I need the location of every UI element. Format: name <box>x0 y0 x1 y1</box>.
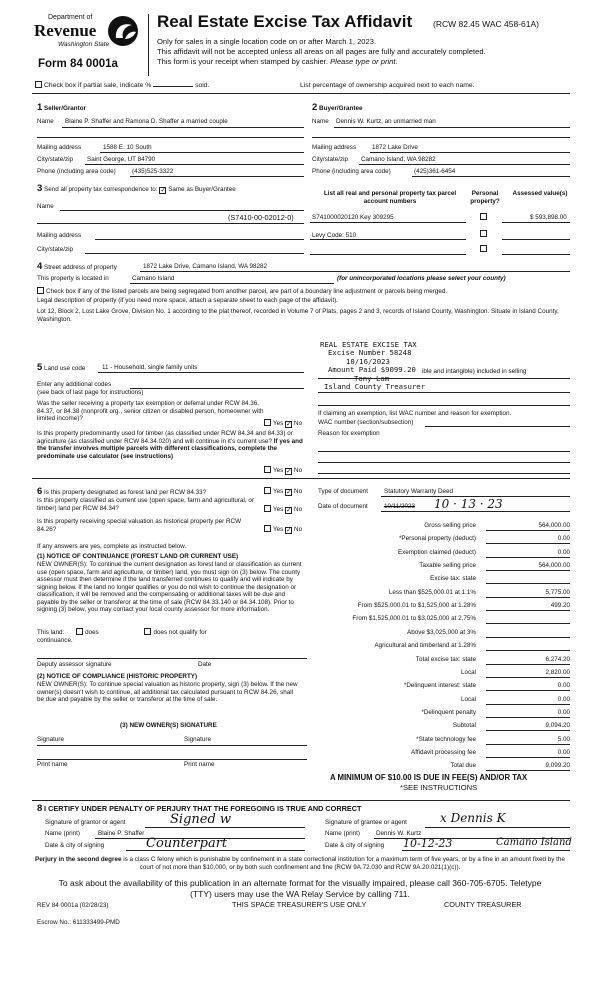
header-line3: This form is your receipt when stamped by cashier. Please type or print. <box>157 57 398 66</box>
grantor-signature-label: Signature of grantor or agent <box>45 819 126 826</box>
tax-row-label: Excise tax: state <box>430 575 476 582</box>
notice-compliance-text: NEW OWNER(S): To continue special valuation as historic property, sign (3) below. If the new owner(s) doesn't wish to continue, all additional tax calculated pursuant to RCW 84.26, shall be due and payable by the seller or transferor at the time of sale. <box>37 681 298 704</box>
tax-row-value[interactable]: 6,274.20 <box>545 656 570 663</box>
notice-compliance-title: (2) NOTICE OF COMPLIANCE (HISTORIC PROPERTY) <box>37 673 198 680</box>
historical-answer: Yes ✓ No <box>264 525 302 534</box>
field-line <box>318 392 570 393</box>
seller-city-field[interactable]: Saint George, UT 84790 <box>87 156 156 163</box>
tax-row-label: Affidavit processing fee <box>411 749 476 756</box>
notice-continuance-title: (1) NOTICE OF CONTINUANCE (FOREST LAND OR CURRENT USE) <box>37 553 239 560</box>
buyer-address-label: Mailing address <box>312 144 357 151</box>
tax-row-label: From $525,000.01 to $1,525,000 at 1.28% <box>357 602 476 609</box>
seller-phone-field[interactable]: (435)525-3322 <box>132 168 174 175</box>
minimum-due-note: A MINIMUM OF $10.00 IS DUE IN FEE(S) AND/OR TAX <box>330 773 528 782</box>
deputy-assessor-signature-label: Deputy assessor signature <box>37 661 112 668</box>
grantor-signature[interactable]: Signed w <box>170 812 232 827</box>
legal-description-label: Legal description of property (if you need more space, attach a separate sheet to each page of the affidavit). <box>37 297 338 304</box>
tax-row-value[interactable]: 9,099.20 <box>545 762 570 769</box>
dept-line3: Washington State <box>58 41 110 48</box>
q6a-no-checkbox[interactable] <box>285 489 292 496</box>
personal-property-included-text: ible and intangible) included in selling <box>422 368 527 375</box>
q6a-yes-checkbox[interactable] <box>264 487 271 494</box>
document-date-struck: 10/11/2023 <box>384 503 416 510</box>
tax-row-value[interactable]: 5.00 <box>557 736 570 743</box>
exemption-deferral-question: Was the seller receiving a property tax exemption or deferral under RCW 84.36, 84.37, or 84.38 (nonprofit org., senior citizen or disabled person, homeowner with limited income)? <box>37 400 264 423</box>
field-line <box>412 176 570 177</box>
see-back-note: (see back of last page for instructions) <box>37 389 144 396</box>
tax-row-value[interactable]: 0.00 <box>557 696 570 703</box>
stamp-line5: Tony Lam <box>354 373 390 383</box>
q6c-no-checkbox[interactable] <box>285 527 292 534</box>
tax-row-value[interactable]: 564,000.00 <box>538 522 570 529</box>
field-line <box>85 253 304 254</box>
field-line <box>318 405 570 406</box>
seller-title: 1 Seller/Grantor <box>37 102 87 113</box>
tax-row-value[interactable]: 5,775.00 <box>545 589 570 596</box>
deputy-date-label: Date <box>198 661 212 668</box>
seller-address-field[interactable]: 1588 E. 10 South <box>103 144 152 151</box>
buyer-phone-field[interactable]: (425)361-6454 <box>414 168 456 175</box>
grantor-date-city-field[interactable]: Counterpart <box>146 836 228 851</box>
correspondence-name-label: Name <box>37 203 54 210</box>
field-line <box>502 239 570 240</box>
tax-row-value[interactable]: 0.00 <box>557 549 570 556</box>
buyer-name-field[interactable]: Dennis W. Kurtz, an unmarried man <box>336 118 436 125</box>
document-date-label: Date of document <box>318 503 368 510</box>
field-line <box>62 127 304 128</box>
tax-row-value[interactable]: 2,820.00 <box>545 669 570 676</box>
header-line1: Only for sales in a single location code on or after March 1, 2023. <box>157 37 377 46</box>
document-type-field[interactable]: Statutory Warranty Deed <box>384 488 454 495</box>
divider <box>32 478 570 479</box>
land-use-label: 5 Land use code <box>37 362 86 373</box>
field-line <box>318 451 570 452</box>
partial-sale-row: Check box if partial sale, indicate % sold. <box>35 81 209 90</box>
grantor-name-label: Name (print) <box>45 830 80 837</box>
correspondence-label: 3 Send all property tax correspondence to: ✓ Same as Buyer/Grantee <box>37 183 236 194</box>
document-type-label: Type of document <box>318 488 369 495</box>
tax-row-value[interactable]: 564,000.00 <box>538 562 570 569</box>
field-line <box>310 254 466 255</box>
field-line <box>318 473 570 474</box>
correspondence-mailing-label: Mailing address <box>37 232 82 239</box>
field-line <box>425 827 570 828</box>
field-line <box>85 164 304 165</box>
field-line <box>502 254 570 255</box>
field-line <box>486 623 570 624</box>
buyer-phone-label: Phone (including area code) <box>312 168 391 175</box>
land-does-checkbox[interactable] <box>76 628 83 635</box>
seller-address-label: Mailing address <box>37 144 82 151</box>
tax-row-label: *Delinquent penalty <box>421 709 476 716</box>
field-line <box>98 372 304 373</box>
continuance-word: continuance. <box>37 637 73 644</box>
tax-row-value[interactable]: 0.00 <box>557 749 570 756</box>
tax-row-value[interactable]: 9,094.20 <box>545 722 570 729</box>
dor-logo-icon <box>106 14 140 48</box>
seller-city-label: City/state/zip <box>37 156 74 163</box>
field-line <box>486 730 570 731</box>
buyer-title: 2 Buyer/Grantee <box>312 102 363 113</box>
field-line <box>486 610 570 611</box>
timber-question: Is this property predominantly used for timber (as classified under RCW 84.34 and 84.33) or agriculture (as classified under RCW 84.34.020) and will continue in it's current use? If yes and the transfer involves multiple parcels with different classifications, complete the predominate use calculator (see instructions) <box>37 430 303 460</box>
header-line2: This affidavit will not be accepted unless all areas on all pages are fully and accurately completed. <box>157 47 486 56</box>
field-line <box>486 637 570 638</box>
assessed-value-1[interactable]: $ 593,898.00 <box>530 214 567 221</box>
grantee-name-label: Name (print) <box>325 830 360 837</box>
grantee-date-field[interactable]: 10-12-23 <box>403 837 453 850</box>
dept-line1: Department of <box>48 14 93 21</box>
ownership-note: List percentage of ownership acquired next to each name. <box>300 82 475 89</box>
field-line <box>130 283 334 284</box>
tax-row-label: *State technology fee <box>416 736 476 743</box>
field-line <box>486 770 570 771</box>
q5b-yes-checkbox[interactable] <box>264 466 271 473</box>
field-line <box>486 583 570 584</box>
stamp-line2: Excise Number 58248 <box>328 348 412 358</box>
tax-row-label: From $1,525,000.01 to $3,025,000 at 2.75% <box>352 615 476 622</box>
certify-title: 8 I CERTIFY UNDER PENALTY OF PERJURY THAT THE FOREGOING IS TRUE AND CORRECT <box>37 803 362 814</box>
field-line <box>37 137 304 138</box>
field-line <box>486 704 570 705</box>
grantor-date-city-label: Date & city of signing <box>45 842 105 849</box>
seller-name-field[interactable]: Blaine P. Shaffer and Ramona D. Shaffer a married couple <box>65 118 228 125</box>
field-line <box>381 511 570 512</box>
field-line <box>486 664 570 665</box>
stamp-line3: 10/16/2023 <box>346 356 390 366</box>
owner-signature-label-1: Signature <box>37 736 64 743</box>
tax-row-label: Above $3,025,000 at 3% <box>407 629 476 636</box>
parcel-number-1[interactable]: S741000020120 Key 309295 <box>312 214 394 221</box>
field-line <box>486 650 570 651</box>
tax-row-label: *Delinquent interest: state <box>403 682 476 689</box>
dept-line2: Revenue <box>34 21 97 40</box>
field-line <box>37 745 307 746</box>
header-divider <box>148 14 149 76</box>
alt-format-line2: (TTY) users may use the WA Relay Service by calling 711. <box>190 889 410 899</box>
tax-row-label: Total due <box>450 762 476 769</box>
field-line <box>402 850 570 851</box>
grantee-city-field[interactable]: Camano Island <box>496 837 572 848</box>
tax-row-value[interactable]: 0.00 <box>557 535 570 542</box>
owner-signature-label-2: Signature <box>184 736 211 743</box>
grantee-name-field[interactable]: Dennis W. Kurtz <box>376 830 422 837</box>
field-line <box>130 388 304 389</box>
field-line <box>37 223 304 224</box>
field-line <box>37 759 307 760</box>
q6b-yes-checkbox[interactable] <box>264 505 271 512</box>
unincorporated-note: (for unincorporated locations please select your county) <box>337 275 506 282</box>
field-line <box>486 530 570 531</box>
field-line <box>486 543 570 544</box>
form-title: Real Estate Excise Tax Affidavit <box>157 12 413 31</box>
field-line <box>502 222 570 223</box>
additional-codes-label: Enter any additional codes <box>37 381 112 388</box>
notice-continuance-text: NEW OWNER(S): To continue the current designation as forest land or classification as current use (open space, farm and agriculture, or timber) land, you must sign on (3) below. The county assessor must then determine if the land transferred continues to qualify and will indicate by signing below. If the land no longer qualifies or you do not wish to continue the designation or classification, it will be removed and the compensating or additional taxes will be due and payable by the seller or transferor at the time of sale (RCW 84.33.140 or 84.34.108). Prior to signing (3) below, you may contact your local county assessor for more information. <box>37 561 302 614</box>
assessed-value-header: Assessed value(s) <box>512 190 568 197</box>
tax-row-value[interactable]: 0.00 <box>557 682 570 689</box>
rcw-reference: (RCW 82.45 WAC 458-61A) <box>433 19 539 29</box>
tax-row-label: Local <box>460 669 476 676</box>
field-line <box>486 570 570 571</box>
alt-format-line1: To ask about the availability of this publication in an alternate format for the visually impaired, please call 360-705-6705. Teletype <box>58 878 542 888</box>
timber-answer: Yes ✓ No <box>264 466 302 475</box>
tax-row-label: Subtotal <box>452 722 476 729</box>
parcels-header: List all real and personal property tax parcel account numbers <box>323 190 457 205</box>
if-any-yes-note: If any answers are yes, complete as instructed below. <box>37 543 187 550</box>
located-field[interactable]: Camano Island <box>132 275 175 282</box>
field-line <box>145 827 305 828</box>
grantee-signature-label: Signature of grantee or agent <box>325 819 407 826</box>
field-line <box>486 557 570 558</box>
escrow-number: Escrow No.: 611333499-PMD <box>37 919 120 926</box>
field-line <box>95 239 304 240</box>
this-land-row: This land: does does not qualify for <box>37 629 207 636</box>
parcel-reference: (S7410-00-02012-0) <box>228 213 294 222</box>
tax-row-label: *Personal property (deduct) <box>398 535 476 542</box>
personal-property-header: Personal property? <box>470 190 500 205</box>
tax-row-label: Gross selling price <box>424 522 476 529</box>
exemption-reason-label: Reason for exemption <box>318 430 380 437</box>
buyer-city-label: City/state/zip <box>312 156 349 163</box>
partial-sale-checkbox[interactable] <box>35 81 42 88</box>
owner-print-name-label-2: Print name <box>184 761 215 768</box>
field-line <box>486 597 570 598</box>
tax-row-label: Less than $525,000.01 at 1.1% <box>388 589 476 596</box>
field-line <box>486 717 570 718</box>
see-instructions-note: *SEE INSTRUCTIONS <box>400 783 478 792</box>
tax-row-label: Exemption claimed (deduct) <box>397 549 476 556</box>
land-does-not-checkbox[interactable] <box>144 628 151 635</box>
field-line <box>126 850 305 851</box>
treasurer-use-label: THIS SPACE TREASURER'S USE ONLY <box>232 900 367 909</box>
field-line <box>318 462 570 463</box>
stamp-line1: REAL ESTATE EXCISE TAX <box>320 340 417 349</box>
perjury-notice: Perjury in the second degree is a class C felony which is punishable by confinement in a state correctional institution for a maximum term of five years, or by a fine in an amount fixed by the court of not more than $10,000, or by both such confinement and fine (RCW 9A.72.030 and RCW 9A.20.021(1)(c)). <box>35 856 565 871</box>
field-line <box>60 210 304 211</box>
personal-property-checkbox-1[interactable] <box>480 213 487 220</box>
field-line <box>359 164 570 165</box>
correspondence-city-label: City/state/zip <box>37 246 74 253</box>
field-line <box>130 176 304 177</box>
buyer-address-field[interactable]: 1872 Lake Drive <box>372 144 418 151</box>
personal-property-checkbox-3[interactable] <box>480 245 487 252</box>
field-line <box>100 152 304 153</box>
historical-question: Is this property receiving special valuation as historical property per RCW 84.26? <box>37 518 242 533</box>
personal-property-checkbox-2[interactable] <box>480 230 487 237</box>
field-line <box>310 222 466 223</box>
field-line <box>334 127 570 128</box>
located-label: This property is located in <box>37 275 109 282</box>
land-use-code-field[interactable]: 11 - Household, single family units <box>102 364 198 371</box>
segregation-row: Check box if any of the listed parcels are being segregated from another parcel, are part of a boundary line adjustment or parcels being merged. <box>37 287 447 296</box>
forest-land-question: 6 Is this property designated as forest land per RCW 84.33? <box>37 486 207 497</box>
tax-row-label: Local <box>460 696 476 703</box>
field-line <box>425 426 570 427</box>
seller-phone-label: Phone (including area code) <box>37 168 116 175</box>
segregation-checkbox[interactable] <box>37 287 44 294</box>
same-as-buyer-checkbox[interactable] <box>159 187 166 194</box>
new-owner-signature-title: (3) NEW OWNER(S) SIGNATURE <box>120 722 217 729</box>
q6b-no-checkbox[interactable] <box>285 507 292 514</box>
q5a-no-checkbox[interactable] <box>285 421 292 428</box>
q5b-no-checkbox[interactable] <box>285 468 292 475</box>
field-line <box>370 152 570 153</box>
stamp-line6: Island County Treasurer <box>324 381 426 391</box>
owner-print-name-label-1: Print name <box>37 761 68 768</box>
street-address-field[interactable]: 1872 Lake Drive, Camano Island, WA 98282 <box>143 263 268 270</box>
field-line <box>318 378 570 379</box>
field-line <box>310 239 466 240</box>
tax-row-label: Taxable selling price <box>419 562 476 569</box>
grantor-name-field[interactable]: Blaine P. Shaffer <box>98 830 145 837</box>
wac-number-label: WAC number (section/subsection) <box>318 419 414 426</box>
exemption-deferral-answer: Yes ✓ No <box>264 419 302 428</box>
tax-row-value[interactable]: 499.20 <box>550 602 570 609</box>
exemption-text: If claiming an exemption, list WAC number and reason for exemption. <box>318 410 512 417</box>
legal-description-field[interactable]: Lot 12, Block 2, Lost Lake Grove, Division No. 1 according to the plat thereof, recorded in Volume 7 of Plats, pages 2 and 3, records of Island County, Washington. Situate in Island County, Washington. <box>37 308 559 323</box>
field-line <box>486 677 570 678</box>
revision-code: REV 84 0001a (02/28/23) <box>37 902 109 909</box>
buyer-name-label: Name <box>312 118 329 125</box>
field-line <box>312 137 570 138</box>
excise-stamp <box>320 341 425 391</box>
field-line <box>486 690 570 691</box>
stamp-line4: Amount Paid $9099.20 <box>328 365 416 375</box>
levy-code[interactable]: Levy Code: 510 <box>312 232 357 239</box>
divider <box>32 93 570 94</box>
field-line <box>486 757 570 758</box>
form-number: Form 84 0001a <box>38 58 118 70</box>
field-line <box>486 744 570 745</box>
grantee-signature[interactable]: x Dennis K <box>440 811 506 825</box>
q6c-yes-checkbox[interactable] <box>264 525 271 532</box>
field-line <box>37 658 307 659</box>
tax-row-value[interactable]: 0.00 <box>557 709 570 716</box>
seller-name-label: Name <box>37 118 54 125</box>
document-date-handwritten[interactable]: 10 · 13 · 23 <box>434 497 503 511</box>
current-use-answer: Yes ✓ No <box>264 505 302 514</box>
grantee-date-city-label: Date & city of signing <box>325 842 385 849</box>
buyer-city-field[interactable]: Camano Island, WA 98282 <box>361 156 436 163</box>
county-treasurer-label: COUNTY TREASURER <box>444 900 522 909</box>
forest-land-answer: Yes ✓ No <box>264 487 302 496</box>
tax-row-label: Agricultural and timberland at 1.28% <box>374 642 476 649</box>
street-address-label: 4 Street address of property <box>37 261 117 272</box>
partial-percent-field[interactable] <box>153 86 193 87</box>
tax-row-label: Total excise tax: state <box>415 656 476 663</box>
current-use-question: Is this property classified as current use (open space, farm and agricultural, or timber) land per RCW 84.34? <box>37 497 254 512</box>
divider <box>32 800 570 801</box>
q5a-yes-checkbox[interactable] <box>264 419 271 426</box>
field-line <box>140 271 570 272</box>
